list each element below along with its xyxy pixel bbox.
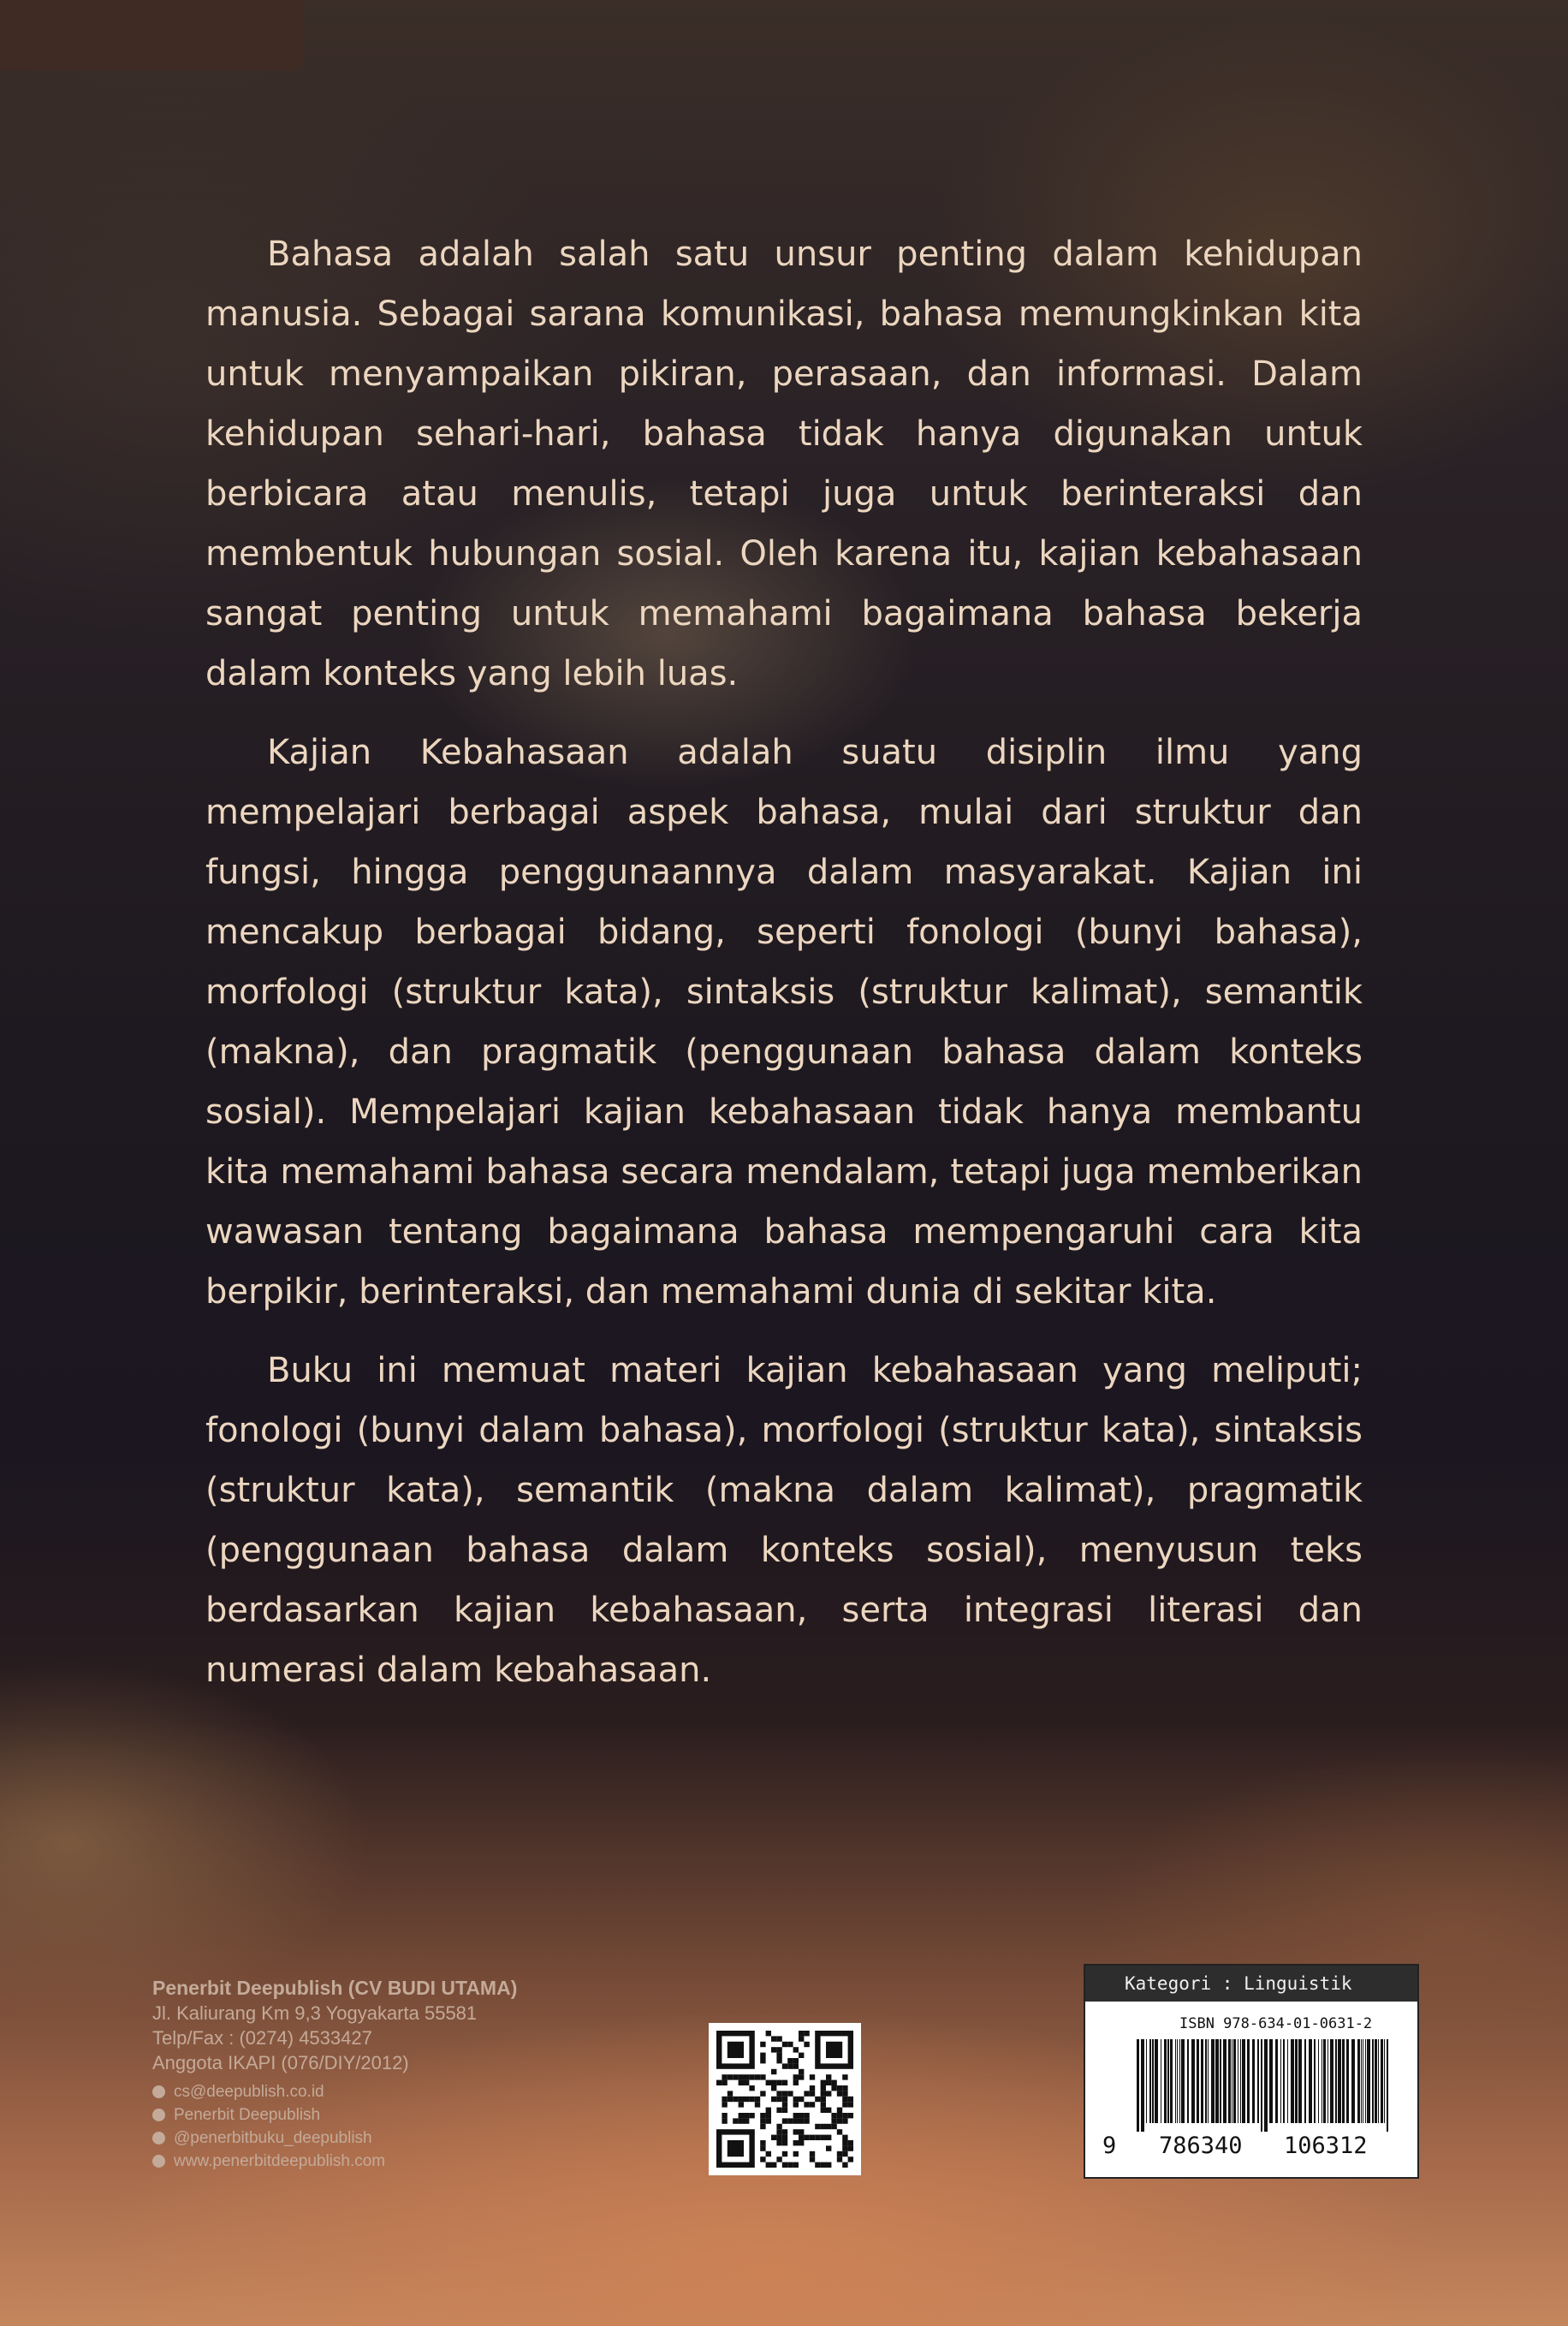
- barcode: [1137, 2039, 1393, 2132]
- contact-facebook: [152, 2103, 517, 2127]
- publisher-address: Jl. Kaliurang Km 9,3 Yogyakarta 55581: [152, 2002, 478, 2024]
- facebook-icon: [152, 2109, 165, 2121]
- publisher-phone: Telp/Fax : (0274) 4533427: [152, 2027, 372, 2049]
- qr-code: [709, 2023, 861, 2175]
- contact-email-text: cs@deepublish.co.id: [174, 2083, 324, 2101]
- contact-facebook-text: Penerbit Deepublish: [174, 2106, 321, 2124]
- globe-icon: [152, 2155, 165, 2168]
- isbn-number: ISBN 978-634-01-0631-2: [1179, 2015, 1373, 2032]
- publisher-contacts: [152, 2080, 517, 2173]
- contact-instagram: [152, 2127, 517, 2150]
- publisher-info: [152, 1976, 517, 2173]
- instagram-icon: [152, 2132, 165, 2145]
- contact-instagram-text: @penerbitbuku_deepublish: [174, 2129, 372, 2147]
- barcode-digits-right: 106312: [1284, 2133, 1368, 2159]
- corner-tab: [0, 0, 304, 70]
- blurb-paragraph-2: Kajian Kebahasaan adalah suatu disiplin ilmu yang mempelajari berbagai aspek bahasa, mulai dari struktur dan fungsi, hingga penggunaannya dalam masyarakat. Kajian ini mencakup berbagai bidang, seperti fonologi (bunyi bahasa), morfologi (struktur kata), sintaksis (struktur kalimat), semantik (makna), dan pragmatik (penggunaan bahasa dalam konteks sosial). Mempelajari kajian kebahasaan tidak hanya membantu kita memahami bahasa secara mendalam, tetapi juga memberikan wawasan tentang bagaimana bahasa mempengaruhi cara kita berpikir, berinteraksi, dan memahami dunia di sekitar kita.: [205, 733, 1363, 1312]
- contact-website: [152, 2150, 517, 2173]
- qr-code-graphic: [709, 2023, 861, 2175]
- publisher-member: Anggota IKAPI (076/DIY/2012): [152, 2052, 409, 2073]
- blurb-text: [205, 224, 1363, 1719]
- isbn-block: [1084, 1964, 1419, 2179]
- blurb-paragraph-3: Buku ini memuat materi kajian kebahasaan yang meliputi; fonologi (bunyi dalam bahasa), morfologi (struktur kata), sintaksis (struktur kata), semantik (makna dalam kalimat), pragmatik (penggunaan bahasa dalam konteks sosial), menyusun teks berdasarkan kajian kebahasaan, serta integrasi literasi dan numerasi dalam kebahasaan.: [205, 1351, 1363, 1690]
- barcode-digits-left: 786340: [1159, 2133, 1243, 2159]
- publisher-name: Penerbit Deepublish (CV BUDI UTAMA): [152, 1977, 518, 1999]
- email-icon: [152, 2085, 165, 2098]
- blurb-paragraph-1: Bahasa adalah salah satu unsur penting dalam kehidupan manusia. Sebagai sarana komunikasi, bahasa memungkinkan kita untuk menyampaikan pikiran, perasaan, dan informasi. Dalam kehidupan sehari-hari, bahasa tidak hanya digunakan untuk berbicara atau menulis, tetapi juga untuk berinteraksi dan membentuk hubungan sosial. Oleh karena itu, kajian kebahasaan sangat penting untuk memahami bagaimana bahasa bekerja dalam konteks yang lebih luas.: [205, 235, 1363, 693]
- contact-website-text: www.penerbitdeepublish.com: [174, 2152, 386, 2170]
- contact-email: [152, 2080, 517, 2103]
- barcode-digit-first: 9: [1102, 2133, 1117, 2159]
- category-label: Kategori : Linguistik: [1085, 1966, 1417, 2002]
